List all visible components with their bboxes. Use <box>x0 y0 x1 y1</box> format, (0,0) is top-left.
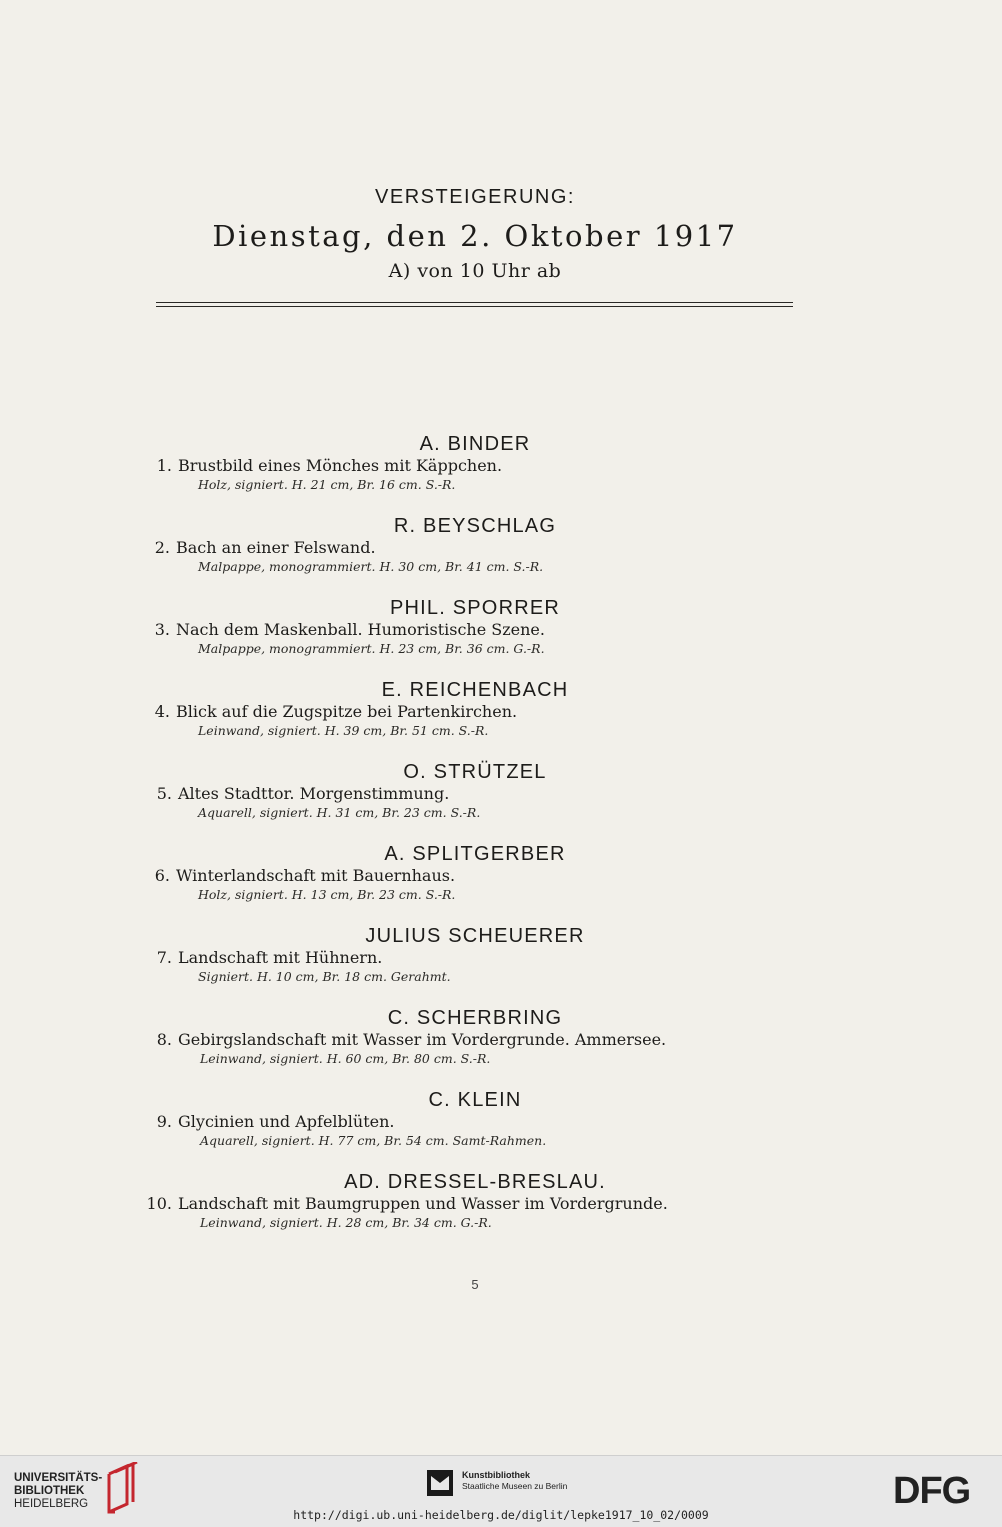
lot-line <box>146 620 545 639</box>
lot-number: 4. <box>154 702 170 721</box>
artist-name: AD. DRESSEL-BRESLAU. <box>344 1171 606 1193</box>
lot-details: Aquarell, signiert. H. 77 cm, Br. 54 cm. Samt-Rahmen. <box>200 1133 547 1148</box>
lot-details: Leinwand, signiert. H. 28 cm, Br. 34 cm. G.-R. <box>200 1215 492 1230</box>
kunstbibliothek-logo-text[interactable] <box>462 1470 567 1492</box>
ub-line3: HEIDELBERG <box>14 1498 89 1510</box>
lot-title: Blick auf die Zugspitze bei Partenkirchen. <box>176 702 518 721</box>
artist-name: O. STRÜTZEL <box>403 761 547 783</box>
artist-name: E. REICHENBACH <box>381 679 569 701</box>
ub-heidelberg-logo-icon <box>103 1462 139 1514</box>
lot-line <box>146 702 517 721</box>
lot-number: 6. <box>154 866 170 885</box>
kunstbibliothek-logo-icon <box>427 1470 453 1496</box>
lot-details: Leinwand, signiert. H. 39 cm, Br. 51 cm. S.-R. <box>198 723 489 738</box>
lot-number: 1. <box>156 456 172 475</box>
auction-heading: VERSTEIGERUNG: <box>375 186 575 208</box>
lot-line <box>148 784 449 803</box>
lot-number: 2. <box>154 538 170 557</box>
lot-title: Nach dem Maskenball. Humoristische Szene. <box>176 620 545 639</box>
permalink-url[interactable]: http://digi.ub.uni-heidelberg.de/diglit/lepke1917_10_02/0009 <box>293 1508 709 1522</box>
double-rule-top <box>156 302 793 303</box>
lot-line <box>148 456 502 475</box>
artist-name: R. BEYSCHLAG <box>393 515 557 537</box>
lot-title: Brustbild eines Mönches mit Käppchen. <box>178 456 503 475</box>
artist-name: C. KLEIN <box>428 1089 522 1111</box>
artist-name: A. SPLITGERBER <box>384 843 566 865</box>
lot-number: 8. <box>156 1030 172 1049</box>
lot-title: Landschaft mit Hühnern. <box>178 948 383 967</box>
kb-line2: Staatliche Museen zu Berlin <box>462 1481 568 1491</box>
lot-line <box>148 1112 395 1131</box>
dfg-logo[interactable]: DFG <box>893 1470 971 1512</box>
ub-line2: BIBLIOTHEK <box>14 1485 85 1497</box>
lot-title: Winterlandschaft mit Bauernhaus. <box>176 866 456 885</box>
lot-number: 9. <box>156 1112 172 1131</box>
lot-details: Malpappe, monogrammiert. H. 30 cm, Br. 41 cm. S.-R. <box>198 559 544 574</box>
lot-line <box>148 948 382 967</box>
lot-line <box>140 1194 668 1213</box>
digitization-footer <box>0 1455 1002 1527</box>
lot-details: Holz, signiert. H. 13 cm, Br. 23 cm. S.-R. <box>198 887 456 902</box>
page-number: 5 <box>471 1277 479 1292</box>
lot-number: 10. <box>146 1194 172 1213</box>
auction-time: A) von 10 Uhr ab <box>388 260 562 282</box>
lot-details: Malpappe, monogrammiert. H. 23 cm, Br. 36 cm. G.-R. <box>198 641 545 656</box>
auction-date: Dienstag, den 2. Oktober 1917 <box>212 219 738 253</box>
kb-line1: Kunstbibliothek <box>462 1470 530 1480</box>
lot-details: Aquarell, signiert. H. 31 cm, Br. 23 cm. S.-R. <box>198 805 481 820</box>
lot-number: 5. <box>156 784 172 803</box>
lot-number: 3. <box>154 620 170 639</box>
artist-name: C. SCHERBRING <box>387 1007 563 1029</box>
lot-details: Holz, signiert. H. 21 cm, Br. 16 cm. S.-R. <box>198 477 456 492</box>
lot-details: Leinwand, signiert. H. 60 cm, Br. 80 cm. S.-R. <box>200 1051 491 1066</box>
lot-title: Altes Stadttor. Morgenstimmung. <box>178 784 450 803</box>
lot-line <box>146 538 376 557</box>
artist-name: A. BINDER <box>419 433 531 455</box>
artist-name: JULIUS SCHEUERER <box>365 925 585 947</box>
lot-title: Landschaft mit Baumgruppen und Wasser im Vordergrunde. <box>178 1194 668 1213</box>
lot-title: Gebirgslandschaft mit Wasser im Vordergrunde. Ammersee. <box>178 1030 667 1049</box>
lot-line <box>148 1030 666 1049</box>
lot-title: Glycinien und Apfelblüten. <box>178 1112 395 1131</box>
ub-heidelberg-logo-text[interactable] <box>14 1472 102 1511</box>
double-rule-bottom <box>156 306 793 307</box>
lot-title: Bach an einer Felswand. <box>176 538 376 557</box>
lot-number: 7. <box>156 948 172 967</box>
lot-details: Signiert. H. 10 cm, Br. 18 cm. Gerahmt. <box>198 969 451 984</box>
ub-line1: UNIVERSITÄTS- <box>14 1472 103 1484</box>
artist-name: PHIL. SPORRER <box>389 597 561 619</box>
lot-line <box>146 866 455 885</box>
